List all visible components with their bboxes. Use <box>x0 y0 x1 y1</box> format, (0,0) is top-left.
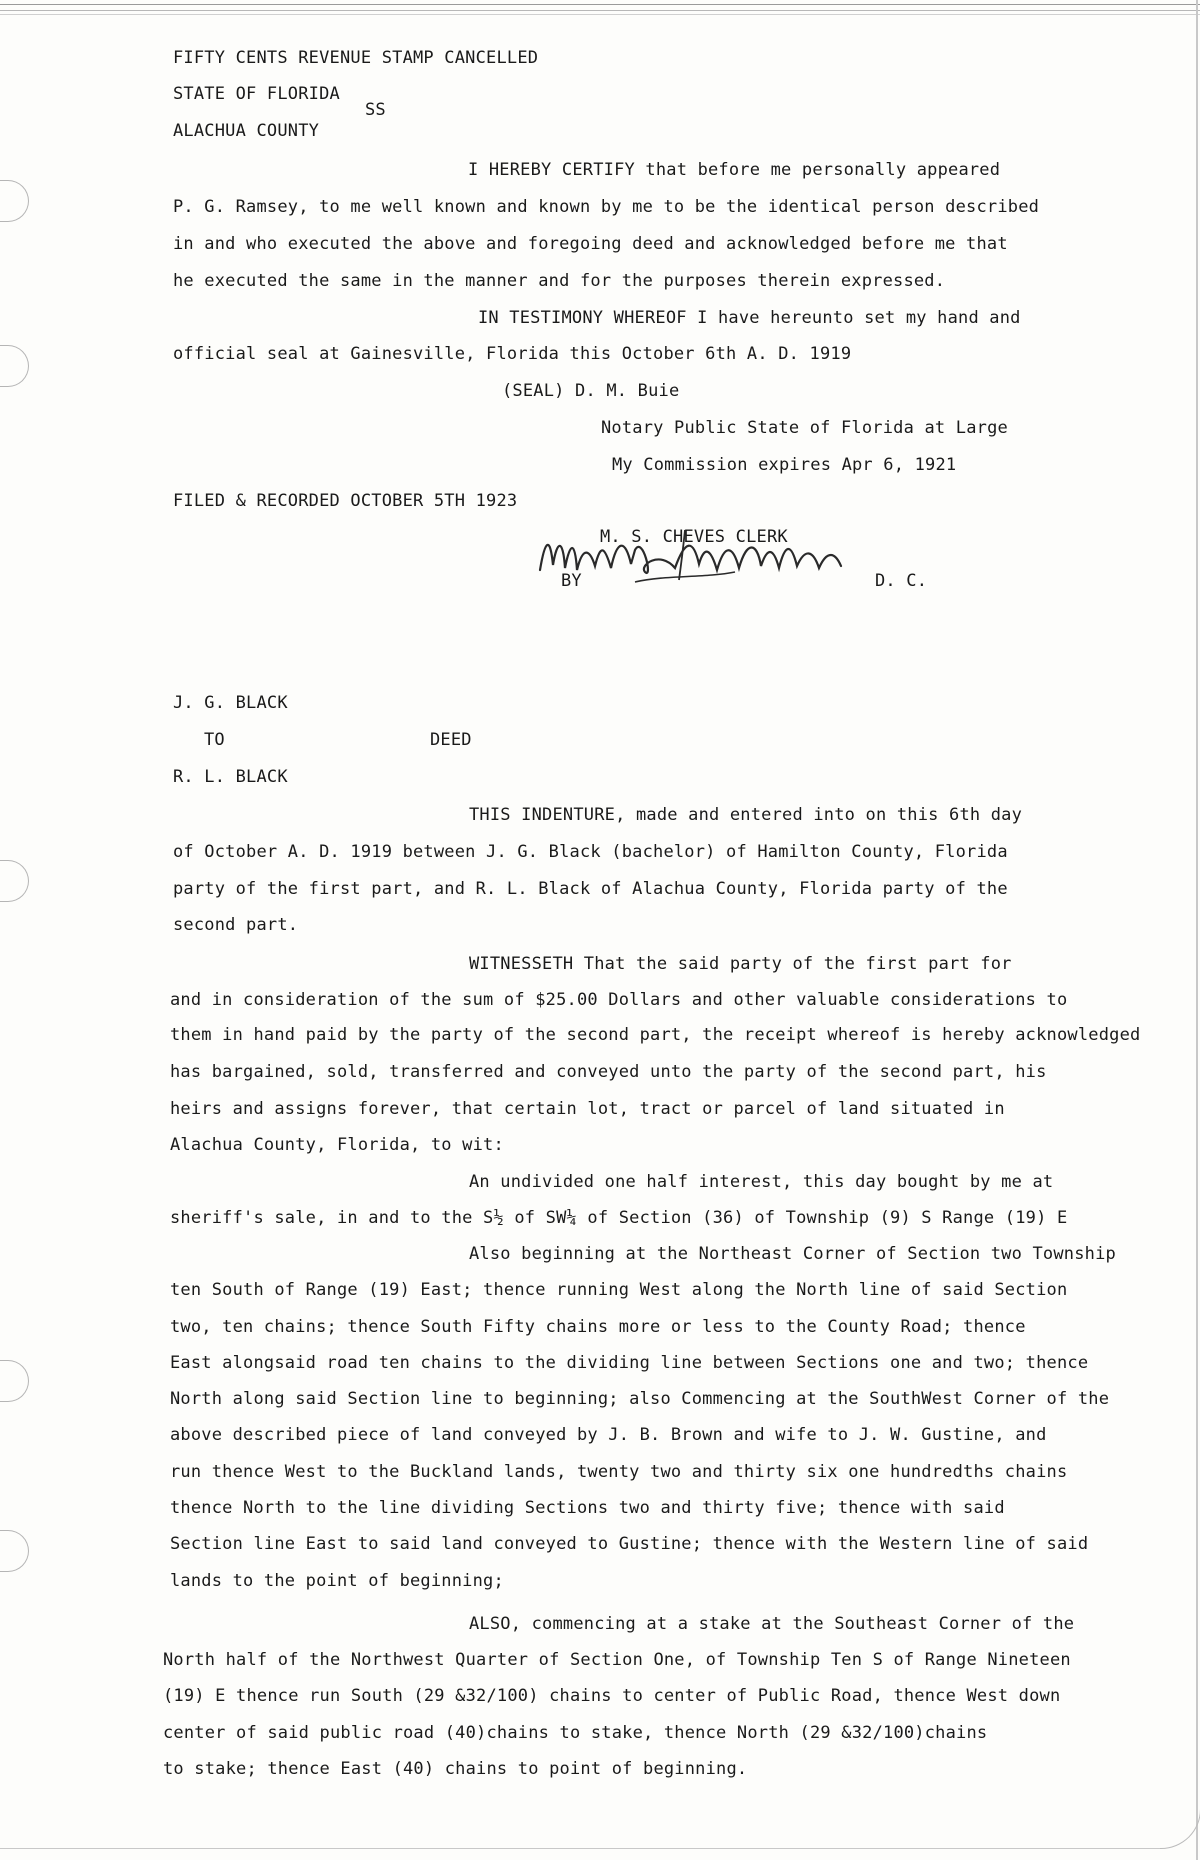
indenture-line: THIS INDENTURE, made and entered into on this 6th day <box>469 805 1023 825</box>
description-line: Also beginning at the Northeast Corner of Section two Township <box>469 1244 1116 1264</box>
description-line: North along said Section line to beginning; also Commencing at the SouthWest Corner of the <box>170 1389 1110 1409</box>
witnesseth-line: and in consideration of the sum of $25.00 Dollars and other valuable considerations to <box>170 990 1068 1010</box>
by-label: BY <box>561 571 582 591</box>
page-edge <box>1196 0 1198 1860</box>
ack-line: I HEREBY CERTIFY that before me personally appeared <box>468 160 1001 180</box>
top-rule <box>0 4 1200 5</box>
indenture-line: second part. <box>173 915 299 935</box>
top-rule <box>0 14 1200 15</box>
description-line: ten South of Range (19) East; thence running West along the North line of said Section <box>170 1280 1068 1300</box>
description-line: North half of the Northwest Quarter of Section One, of Township Ten S of Range Nineteen <box>163 1650 1071 1670</box>
ack-line: in and who executed the above and foregoing deed and acknowledged before me that <box>173 234 1008 254</box>
punch-hole <box>0 180 29 222</box>
notary-title: Notary Public State of Florida at Large <box>601 418 1008 438</box>
to-label: TO <box>204 730 225 750</box>
deputy-clerk: D. C. <box>875 571 928 591</box>
indenture-line: party of the first part, and R. L. Black of Alachua County, Florida party of the <box>173 879 1008 899</box>
notary-signature: (SEAL) D. M. Buie <box>502 381 680 401</box>
ack-line: P. G. Ramsey, to me well known and known by me to be the identical person described <box>173 197 1040 217</box>
witnesseth-line: has bargained, sold, transferred and conveyed unto the party of the second part, his <box>170 1062 1047 1082</box>
top-rule <box>0 10 1200 11</box>
witnesseth-line: heirs and assigns forever, that certain lot, tract or parcel of land situated in <box>170 1099 1005 1119</box>
description-line: Section line East to said land conveyed to Gustine; thence with the Western line of said <box>170 1534 1089 1554</box>
description-line: lands to the point of beginning; <box>170 1571 504 1591</box>
description-line: An undivided one half interest, this day bought by me at <box>469 1172 1054 1192</box>
description-line: East alongsaid road ten chains to the dividing line between Sections one and two; thence <box>170 1353 1089 1373</box>
punch-hole <box>0 345 29 387</box>
description-line: run thence West to the Buckland lands, twenty two and thirty six one hundredths chains <box>170 1462 1068 1482</box>
description-line: above described piece of land conveyed by J. B. Brown and wife to J. W. Gustine, and <box>170 1425 1047 1445</box>
punch-hole <box>0 860 29 902</box>
revenue-stamp-note: FIFTY CENTS REVENUE STAMP CANCELLED <box>173 48 539 68</box>
description-line: two, ten chains; thence South Fifty chains more or less to the County Road; thence <box>170 1317 1026 1337</box>
ss-mark: SS <box>365 100 386 120</box>
state-line: STATE OF FLORIDA <box>173 84 340 104</box>
handwritten-signature <box>535 520 865 590</box>
clerk-name: M. S. CHEVES CLERK <box>600 527 788 547</box>
description-line: center of said public road (40)chains to stake, thence North (29 &32/100)chains <box>163 1723 988 1743</box>
grantor-name: J. G. BLACK <box>173 693 288 713</box>
punch-hole <box>0 1360 29 1402</box>
witnesseth-line: Alachua County, Florida, to wit: <box>170 1135 504 1155</box>
description-line: thence North to the line dividing Sections two and thirty five; thence with said <box>170 1498 1005 1518</box>
testimony-line: official seal at Gainesville, Florida this October 6th A. D. 1919 <box>173 344 852 364</box>
description-line: to stake; thence East (40) chains to point of beginning. <box>163 1759 748 1779</box>
description-line: sheriff's sale, in and to the S½ of SW¼ of Section (36) of Township (9) S Range (19) E <box>170 1208 1068 1228</box>
commission-expiry: My Commission expires Apr 6, 1921 <box>612 455 957 475</box>
page-edge <box>0 1848 1160 1849</box>
punch-hole <box>0 1530 29 1572</box>
description-line: (19) E thence run South (29 &32/100) chains to center of Public Road, thence West down <box>163 1686 1061 1706</box>
witnesseth-line: WITNESSETH That the said party of the first part for <box>469 954 1012 974</box>
ack-line: he executed the same in the manner and for the purposes therein expressed. <box>173 271 946 291</box>
grantee-name: R. L. BLACK <box>173 767 288 787</box>
deed-label: DEED <box>430 730 472 750</box>
county-line: ALACHUA COUNTY <box>173 121 320 141</box>
testimony-line: IN TESTIMONY WHEREOF I have hereunto set my hand and <box>478 308 1021 328</box>
page-curl <box>1160 1800 1200 1849</box>
filed-recorded: FILED & RECORDED OCTOBER 5TH 1923 <box>173 491 518 511</box>
witnesseth-line: them in hand paid by the party of the second part, the receipt whereof is hereby acknowledged <box>170 1025 1141 1045</box>
indenture-line: of October A. D. 1919 between J. G. Black (bachelor) of Hamilton County, Florida <box>173 842 1008 862</box>
description-line: ALSO, commencing at a stake at the Southeast Corner of the <box>469 1614 1075 1634</box>
